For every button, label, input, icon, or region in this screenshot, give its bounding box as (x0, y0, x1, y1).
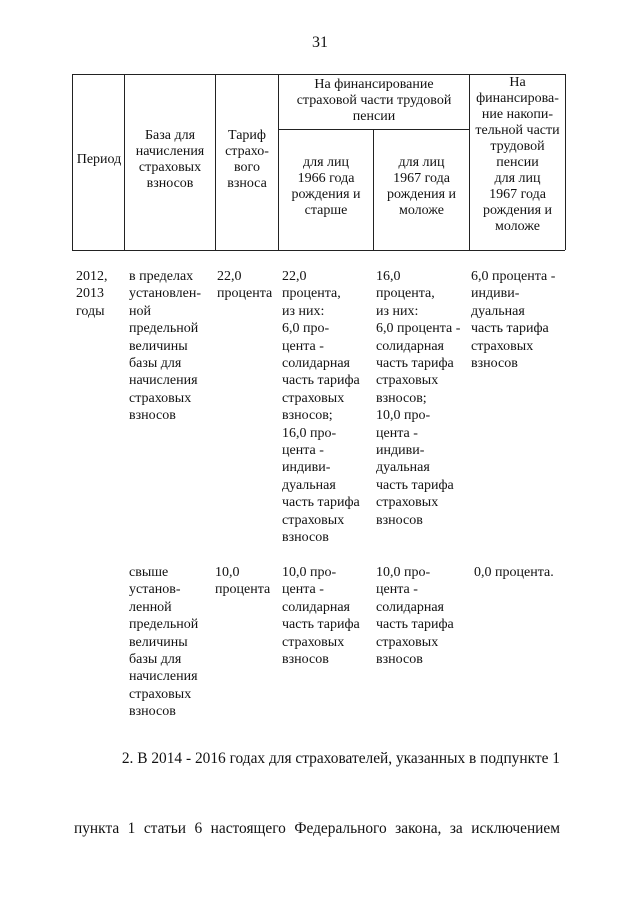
page-number: 31 (312, 34, 328, 51)
header-insurance-part: На финансирование страховой части трудовой пенсии (296, 77, 452, 124)
header-base: База для начисления страховых взносов (135, 128, 205, 191)
header-born-1966-and-older: для лиц 1966 года рождения и старше (291, 155, 361, 218)
header-period: Период (76, 152, 122, 167)
cell-born-1967-and-younger: 16,0 процента, из них: 6,0 процента - солидарная часть тарифа страховых взносов; 10,0 про- цента - индиви- дуальная часть тарифа страховых взносов (376, 269, 461, 528)
header-bottom-border (72, 250, 565, 251)
table-right-border (565, 74, 566, 250)
cell-tariff: 10,0 процента (215, 565, 271, 598)
body-paragraph-line: пункта 1 статьи 6 настоящего Федерального закона, за исключением (74, 820, 560, 837)
header-born-1967-and-younger: для лиц 1967 года рождения и моложе (386, 155, 457, 218)
cell-born-1967-and-younger: 10,0 про- цента - солидарная часть тарифа страховых взносов (376, 565, 454, 668)
table-left-border (72, 74, 73, 250)
cell-born-1966-and-older: 22,0 процента, из них: 6,0 про- цента - солидарная часть тарифа страховых взносов; 16,0 про- цента - индиви- дуальная часть тарифа страховых взносов (282, 269, 360, 546)
cell-funded-part: 6,0 процента - индиви- дуальная часть тарифа страховых взносов (471, 269, 556, 372)
header-funded-part: На финансирова- ние накопи- тельной части трудовой пенсии для лиц 1967 года рождения и моложе (475, 75, 560, 234)
cell-base: в пределах установлен- ной предельной величины базы для начисления страховых взносов (129, 269, 201, 424)
cell-period: 2012, 2013 годы (76, 269, 108, 319)
cell-funded-part: 0,0 процента. (474, 565, 554, 580)
body-paragraph-line: 2. В 2014 - 2016 годах для страхователей, указанных в подпункте 1 (121, 750, 560, 767)
cell-born-1966-and-older: 10,0 про- цента - солидарная часть тарифа страховых взносов (282, 565, 360, 668)
cell-tariff: 22,0 процента (217, 269, 273, 302)
cell-base: свыше установ- ленной предельной величины базы для начисления страховых взносов (129, 565, 199, 720)
header-tariff: Тариф страхо- вого взноса (225, 128, 269, 191)
